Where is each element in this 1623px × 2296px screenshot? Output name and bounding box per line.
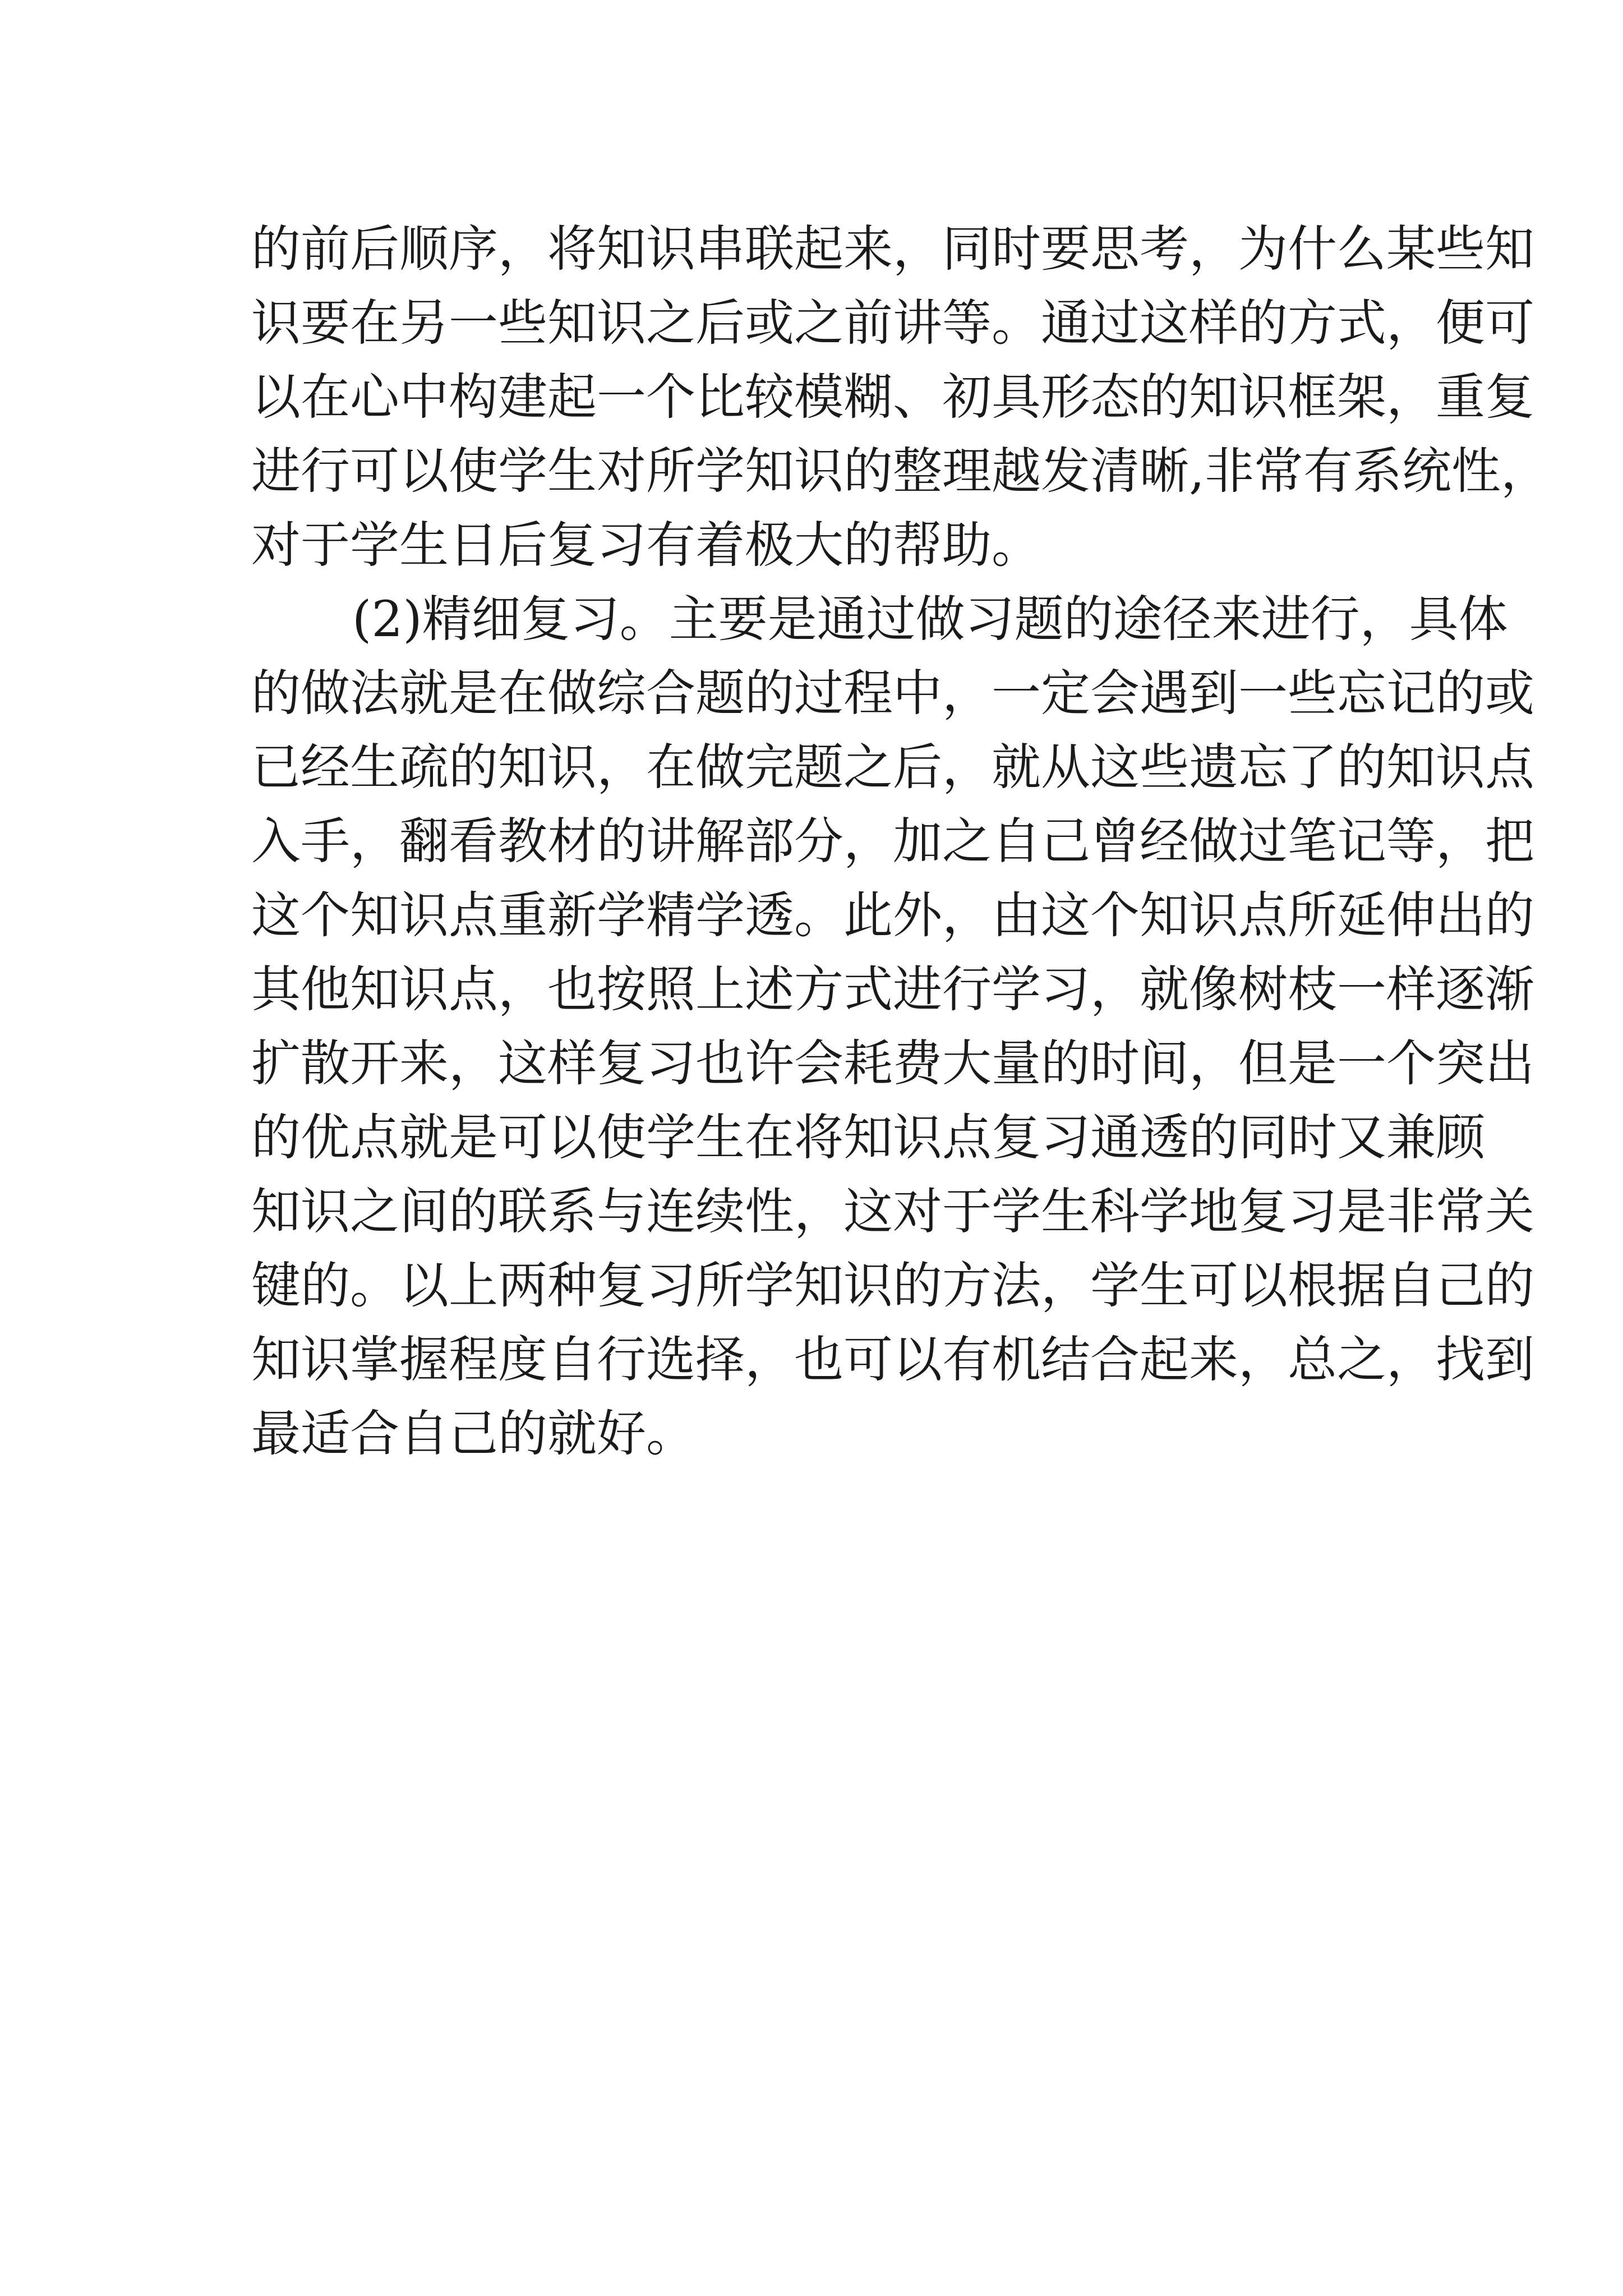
text-line: 知识掌握程度自行选择，也可以有机结合起来，总之，找到 xyxy=(251,1331,1535,1388)
text-line: 进行可以使学生对所学知识的整理越发清晰,非常有系统性， xyxy=(251,442,1550,500)
text-line: 已经生疏的知识，在做完题之后，就从这些遗忘了的知识点 xyxy=(251,738,1535,796)
text-line: 这个知识点重新学精学透。此外，由这个知识点所延伸出的 xyxy=(251,886,1535,944)
text-line: 对于学生日后复习有着极大的帮助。 xyxy=(251,516,1041,574)
text-line: 入手，翻看教材的讲解部分，加之自己曾经做过笔记等，把 xyxy=(251,812,1535,870)
text-line: 键的。以上两种复习所学知识的方法，学生可以根据自己的 xyxy=(251,1257,1535,1314)
text-line: 其他知识点，也按照上述方式进行学习，就像树枝一样逐渐 xyxy=(251,960,1535,1018)
paragraph-2 xyxy=(251,582,1535,1471)
body-text xyxy=(251,212,1550,1471)
text-line: 知识之间的联系与连续性，这对于学生科学地复习是非常关 xyxy=(251,1182,1535,1240)
text-line: 的优点就是可以使学生在将知识点复习通透的同时又兼顾 xyxy=(251,1108,1486,1166)
text-line: 识要在另一些知识之后或之前讲等。通过这样的方式，便可 xyxy=(251,294,1535,352)
paragraph-1 xyxy=(251,212,1550,582)
text-line: 的做法就是在做综合题的过程中，一定会遇到一些忘记的或 xyxy=(251,664,1535,722)
text-line: 以在心中构建起一个比较模糊、初具形态的知识框架，重复 xyxy=(251,368,1535,426)
text-line: 最适合自己的就好。 xyxy=(251,1405,696,1462)
text-line: 的前后顺序，将知识串联起来，同时要思考，为什么某些知 xyxy=(251,220,1535,278)
text-line: (2)精细复习。主要是通过做习题的途径来进行，具体 xyxy=(352,590,1508,648)
text-line: 扩散开来，这样复习也许会耗费大量的时间，但是一个突出 xyxy=(251,1034,1535,1092)
